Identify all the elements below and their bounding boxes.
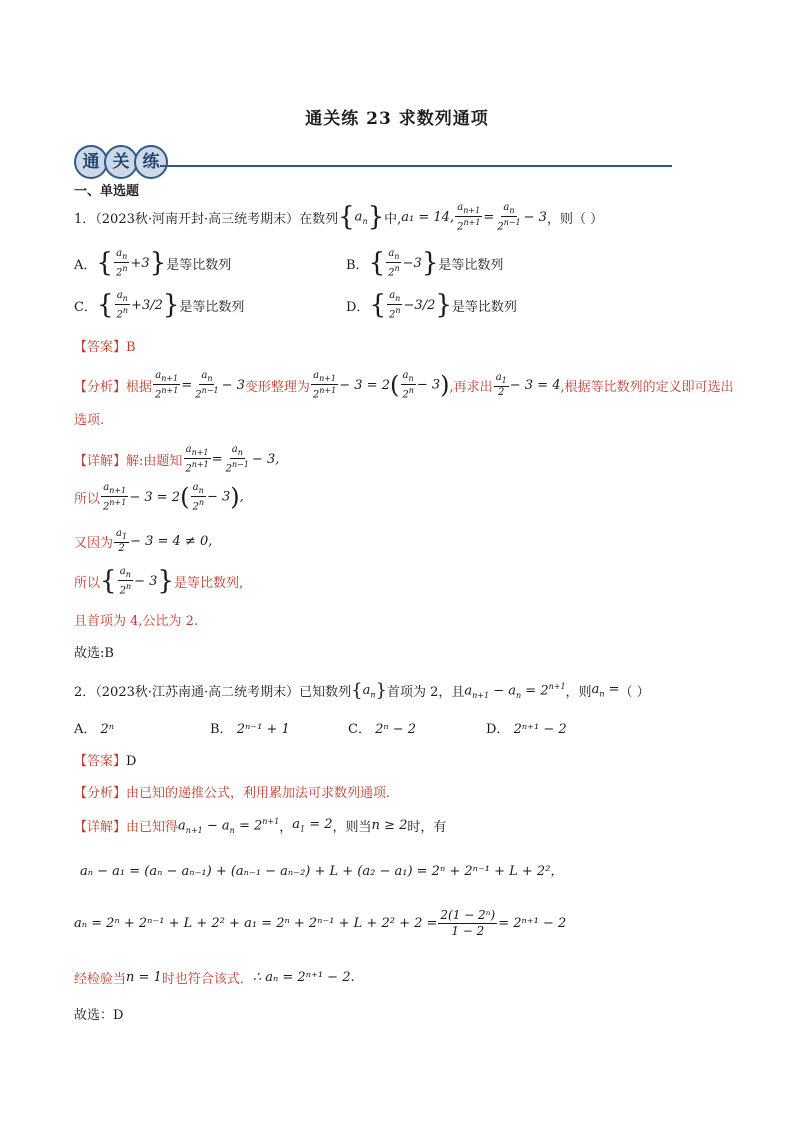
q2-option-a-label: A．: [74, 722, 97, 737]
page-title: 通关练 23 求数列通项: [305, 109, 489, 129]
q1-stem-mid: 中,: [384, 211, 402, 227]
header-rule: [160, 165, 672, 167]
q1-detail-text-1: 解:由题知: [126, 453, 183, 469]
q2-option-b-label: B．: [210, 722, 233, 737]
q1-option-c-k: 3/2: [141, 297, 163, 313]
q2-analysis-text: 由已知的递推公式，利用累加法可求数列通项.: [126, 786, 391, 801]
q1-option-d-text: 是等比数列: [451, 299, 517, 315]
q2-detail-text-1d: 时，有: [407, 820, 447, 835]
q1-option-d-op: −: [403, 297, 415, 313]
q1-option-d-k: 3/2: [414, 297, 436, 313]
q2-check-text-2: 时也符合该式．: [161, 972, 253, 987]
q1-detail-4: 所以 { $\frac{a_n}{2^n}$ − 3 } 是等比数列,: [74, 566, 244, 597]
q2-option-d-expr: 2ⁿ⁺¹ − 2: [513, 722, 567, 737]
q1-analysis-text-4: ,根据等比数列的定义即可选出: [560, 379, 734, 395]
q1-conclusion: 故选:B: [74, 646, 114, 661]
q1-stem-suffix: ，则（ ）: [546, 211, 604, 227]
q2-stem-suffix: ，则: [565, 685, 592, 700]
q2-option-d-label: D．: [486, 722, 510, 737]
q1-option-c-op: +: [131, 297, 142, 313]
q2-stem: 2．（2023秋·江苏南通·高二统考期末）已知数列 $\{a_n\}$ 首项为 2，且 $a_{n+1} - a_n = 2^{n+1}$ ，则 $a_n$ = （ ）: [74, 680, 650, 701]
q2-option-a[interactable]: [74, 718, 114, 737]
q2-option-c-expr: 2ⁿ − 2: [375, 722, 417, 737]
q2-check-n: n = 1: [126, 970, 162, 985]
q2-option-d[interactable]: [486, 718, 567, 737]
q1-detail-text-3b: − 3 = 4 ≠ 0,: [130, 533, 213, 549]
q1-option-a-op: +: [130, 255, 142, 271]
q2-check: [74, 968, 355, 987]
q1-detail-text-4b: 是等比数列,: [173, 575, 244, 591]
q1-option-b[interactable]: B． { $\frac{a_n}{2^n}$ − 3 } 是等比数列: [346, 248, 504, 279]
logo-char-3: 练: [134, 145, 168, 179]
q1-detail-3: 又因为 $\frac{a_1}{2}$ − 3 = 4 ≠ 0,: [74, 528, 213, 554]
q1-option-a-k: 3: [141, 255, 150, 271]
logo-char-1: 通: [74, 145, 108, 179]
q2-answer-value: D: [126, 754, 137, 769]
q1-analysis-text-3: ,再求出: [449, 379, 493, 395]
q2-check-text-1: 经检验当: [74, 972, 127, 987]
q2-detail-text-1b: ，: [279, 820, 293, 835]
q1-detail-tag: 【详解】: [74, 453, 127, 469]
q1-option-c-label: C．: [74, 299, 97, 315]
q1-detail-text-2: 所以: [74, 491, 101, 507]
q1-option-b-label: B．: [346, 257, 369, 273]
q2-answer: [74, 750, 136, 769]
q1-a1: a₁ = 14: [401, 209, 450, 225]
q1-option-a-text: 是等比数列: [166, 257, 232, 273]
q1-analysis: 【分析】 根据 $\frac{a_{n+1}}{2^{n+1}}$ = $\frac{a_n}{2^{n-1}}$ − 3 变形整理为 $\frac{a_{n+1}}{2^{n+1}}$ − 3 = 2 ( $\frac{a_n}{2^n}$ − 3) ,再求出 $\frac{a_1}{2}$ − 3 = 4 ,根据等比数列的定义即可选出: [74, 370, 734, 401]
q1-detail-text-4: 所以: [74, 575, 101, 591]
q2-conclusion: 故选：D: [74, 1008, 124, 1023]
q1-analysis-cont: 选项.: [74, 413, 105, 428]
q1-option-b-k: 3: [413, 255, 422, 271]
q2-check-text-3: ∴ aₙ = 2ⁿ⁺¹ − 2.: [252, 970, 355, 985]
q1-stem: 1．（2023秋·河南开封·高三统考期末）在数列 $\{a_n\}$ 中, a₁ = 14 , $\frac{a_{n+1}}{2^{n+1}}$ = $\frac{a_n}{2^{n-1}}$ − 3 ，则（ ）: [74, 202, 604, 233]
q1-option-a[interactable]: A． { $\frac{a_n}{2^n}$ + 3 } 是等比数列: [74, 248, 232, 279]
q1-answer: [74, 336, 136, 355]
q1-option-c-text: 是等比数列: [179, 299, 245, 315]
q1-answer-value: B: [126, 340, 136, 355]
q2-detail-1: 【详解】 由已知得 $a_{n+1} - a_n = 2^{n+1}$ ， $a_1 = 2$ ，则当 n ≥ 2 时，有: [74, 816, 447, 835]
q2-eq2-right: = 2ⁿ⁺¹ − 2: [498, 916, 567, 931]
q1-option-d-label: D．: [346, 299, 370, 315]
q1-analysis-text-1: 根据: [126, 379, 153, 395]
q2-option-b[interactable]: [210, 718, 290, 737]
q2-equation-2: [74, 908, 566, 939]
logo-char-2: 关: [104, 145, 138, 179]
q2-option-a-expr: 2ⁿ: [100, 722, 115, 737]
q1-detail-1: 【详解】 解:由题知 $\frac{a_{n+1}}{2^{n+1}}$ = $\frac{a_n}{2^{n-1}}$ − 3,: [74, 444, 280, 475]
q1-option-b-text: 是等比数列: [438, 257, 504, 273]
q2-option-c[interactable]: [348, 718, 416, 737]
q2-eq2-den: 1 − 2: [451, 924, 485, 938]
q2-option-b-expr: 2ⁿ⁻¹ + 1: [236, 722, 290, 737]
q2-analysis: [74, 782, 390, 801]
q1-analysis-text-2: 变形整理为: [244, 379, 310, 395]
q1-detail-5: 且首项为 4,公比为 2.: [74, 614, 199, 629]
q2-detail-tag: 【详解】: [74, 820, 127, 835]
q1-option-d[interactable]: D． { $\frac{a_n}{2^n}$ − 3/2 } 是等比数列: [346, 290, 517, 321]
q1-stem-prefix: 1．（2023秋·河南开封·高三统考期末）在数列: [74, 211, 339, 227]
section-heading: 一、单选题: [74, 184, 140, 199]
q1-detail-2: 所以 $\frac{a_{n+1}}{2^{n+1}}$ − 3 = 2 ( $\frac{a_n}{2^n}$ − 3),: [74, 482, 244, 513]
q1-detail-text-3: 又因为: [74, 535, 114, 551]
q2-stem-prefix: 2．（2023秋·江苏南通·高二统考期末）已知数列: [74, 685, 352, 700]
q1-answer-tag: 【答案】: [74, 340, 127, 355]
q2-detail-text-1: 由已知得: [126, 820, 179, 835]
logo-badge: [74, 145, 164, 179]
q2-eq2-num: 2(1 − 2ⁿ): [440, 908, 496, 922]
q2-answer-tag: 【答案】: [74, 754, 127, 769]
q1-option-a-label: A．: [74, 257, 97, 273]
q2-equation-1: aₙ − a₁ = (aₙ − aₙ₋₁) + (aₙ₋₁ − aₙ₋₂) + L + (a₂ − a₁) = 2ⁿ + 2ⁿ⁻¹ + L + 2²，: [80, 864, 564, 879]
q2-detail-text-1c: ，则当: [332, 820, 372, 835]
q2-stem-end: （ ）: [619, 685, 650, 700]
q2-eq2-left: aₙ = 2ⁿ + 2ⁿ⁻¹ + L + 2² + a₁ = 2ⁿ + 2ⁿ⁻¹ + L + 2² + 2 =: [74, 916, 438, 931]
q2-analysis-tag: 【分析】: [74, 786, 127, 801]
q1-option-c[interactable]: C． { $\frac{a_n}{2^n}$ + 3/2 } 是等比数列: [74, 290, 245, 321]
q2-option-c-label: C．: [348, 722, 371, 737]
q1-option-b-op: −: [402, 255, 414, 271]
q1-analysis-tag: 【分析】: [74, 379, 127, 395]
q2-stem-mid: 首项为 2，且: [386, 685, 465, 700]
